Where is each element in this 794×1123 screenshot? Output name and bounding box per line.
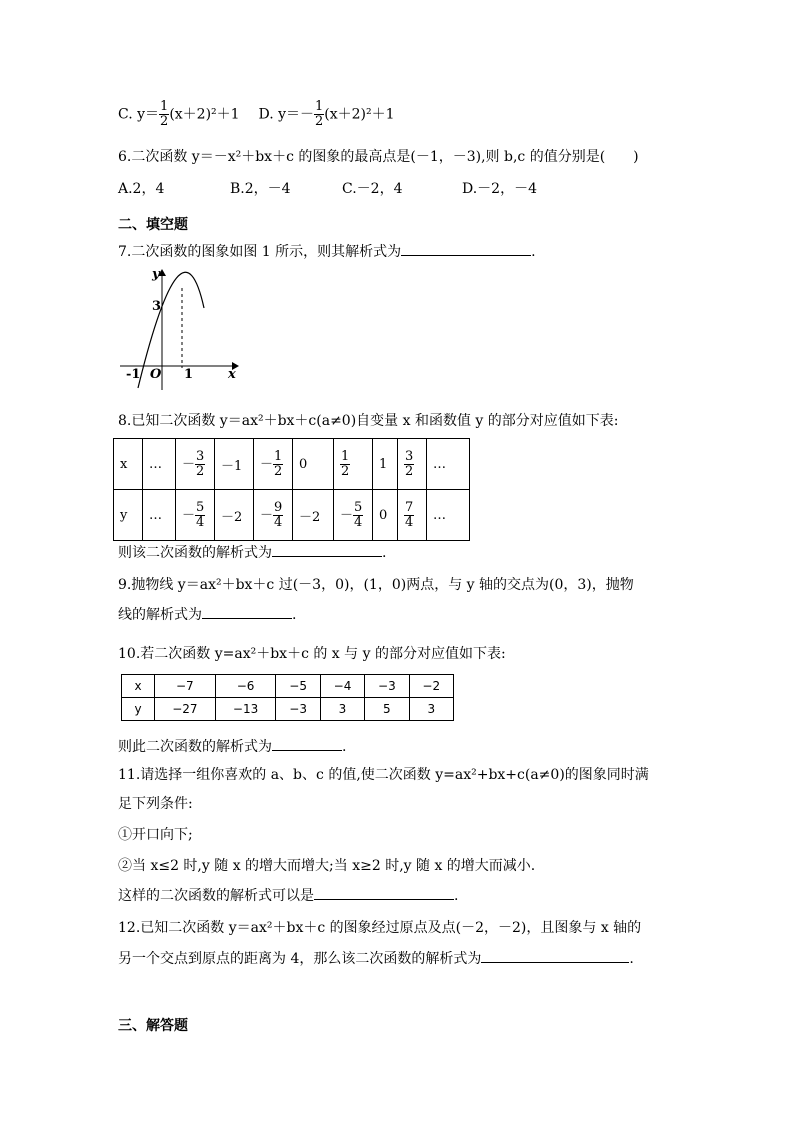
q10-cell: −13 [215, 698, 276, 721]
q7-stem-text: 7.二次函数的图象如图 1 所示，则其解析式为 [118, 244, 402, 260]
q10-cell: −6 [215, 675, 276, 698]
q8-cell: x [114, 439, 143, 490]
q8-cell: － $\frac{9}{4}$ [254, 490, 293, 541]
q7-parabola-curve [138, 272, 204, 388]
q10-stem: 10.若二次函数 y=ax²＋bx＋c 的 x 与 y 的部分对应值如下表: [118, 646, 506, 662]
q5-option-d-label: D. y＝－ [258, 106, 315, 123]
q8-cell: 0 [293, 439, 334, 490]
q8-cell: －2 [293, 490, 334, 541]
q12-line2: 另一个交点到原点的距离为 4，那么该二次函数的解析式为 . [118, 951, 634, 967]
q9-line2: 线的解析式为 . [118, 607, 297, 623]
q10-answer-blank[interactable] [272, 738, 342, 751]
q8-cell: －1 [215, 439, 254, 490]
q10-answer-line: 则此二次函数的解析式为 . [118, 739, 347, 755]
q5-option-c-label: C. y＝ [118, 106, 160, 123]
q7-x-label: x [228, 367, 236, 382]
q8-cell: $\frac{1}{2}$ [334, 439, 373, 490]
q8-cell: … [427, 490, 470, 541]
q10-table-row-x [122, 675, 454, 698]
q11-condition-2: ②当 x≤2 时,y 随 x 的增大而增大;当 x≥2 时,y 随 x 的增大而减小. [118, 858, 536, 874]
q10-table [121, 674, 454, 721]
q8-answer-line: 则该二次函数的解析式为 . [118, 545, 387, 561]
q6-stem: 6.二次函数 y＝－x²＋bx＋c 的图象的最高点是(－1，－3),则 b,c 的值分别是( ) [118, 149, 639, 165]
q11-answer-text: 这样的二次函数的解析式可以是 [118, 888, 314, 904]
q7-y-label: y [152, 267, 160, 282]
q11-line2: 足下列条件: [118, 796, 193, 812]
q8-stem: 8.已知二次函数 y＝ax²＋bx＋c(a≠0)自变量 x 和函数值 y 的部分对应值如下表: [118, 413, 619, 429]
q12-line2-text: 另一个交点到原点的距离为 4，那么该二次函数的解析式为 [118, 951, 482, 967]
q8-cell: － $\frac{5}{4}$ [176, 490, 215, 541]
q6-option-c: C.－2，4 [342, 181, 403, 197]
q8-cell: … [143, 490, 176, 541]
q11-answer-line: 这样的二次函数的解析式可以是 . [118, 888, 459, 904]
q8-answer-text: 则该二次函数的解析式为 [118, 545, 272, 561]
q8-cell: －2 [215, 490, 254, 541]
q10-table-row-y [122, 698, 454, 721]
q5-option-d-fraction: $\frac{1}{2}$ [315, 99, 324, 129]
q8-table-row-x [114, 439, 470, 490]
q5-options-line [118, 100, 395, 129]
q10-answer-text: 则此二次函数的解析式为 [118, 739, 272, 755]
q8-cell: y [114, 490, 143, 541]
q10-cell: −27 [155, 698, 216, 721]
q6-option-d: D.－2，－4 [462, 181, 537, 197]
q5-option-c-fraction: $\frac{1}{2}$ [160, 99, 169, 129]
q6-option-a: A.2，4 [118, 181, 165, 197]
q10-cell: 3 [320, 698, 364, 721]
q11-condition-1: ①开口向下; [118, 827, 193, 843]
q9-answer-blank[interactable] [202, 606, 292, 619]
q8-cell: － $\frac{5}{4}$ [334, 490, 373, 541]
q7-answer-blank[interactable] [401, 243, 531, 256]
q10-cell: x [122, 675, 155, 698]
q7-tick-3: 3 [152, 299, 162, 314]
q8-cell: … [143, 439, 176, 490]
q8-answer-blank[interactable] [272, 544, 382, 557]
q12-answer-blank[interactable] [481, 950, 629, 963]
q10-cell: 5 [365, 698, 409, 721]
q8-cell: $\frac{7}{4}$ [398, 490, 427, 541]
q8-cell: 0 [373, 490, 398, 541]
q8-cell: － $\frac{1}{2}$ [254, 439, 293, 490]
q10-cell: 3 [409, 698, 453, 721]
q6-option-b: B.2，－4 [230, 181, 291, 197]
q8-cell: － $\frac{3}{2}$ [176, 439, 215, 490]
q8-cell: 1 [373, 439, 398, 490]
q7-tick-1: 1 [184, 367, 194, 382]
q5-option-c-expression: (x＋2)²＋1 [169, 106, 240, 123]
q8-cell: … [427, 439, 470, 490]
q7-tick-neg1: -1 [126, 367, 141, 382]
section-heading-fill-in: 二、填空题 [118, 217, 188, 233]
q5-option-d-expression: (x＋2)²＋1 [324, 106, 395, 123]
q10-cell: −3 [276, 698, 320, 721]
q10-cell: −4 [320, 675, 364, 698]
q9-line2-text: 线的解析式为 [118, 607, 202, 623]
q7-origin-label: O [150, 367, 162, 382]
q10-cell: −5 [276, 675, 320, 698]
q10-cell: −7 [155, 675, 216, 698]
q8-table-row-y [114, 490, 470, 541]
q7-parabola-graph [118, 264, 248, 394]
q6-options [118, 178, 537, 198]
q10-cell: −2 [409, 675, 453, 698]
q8-table [113, 438, 470, 541]
q7-stem: 7.二次函数的图象如图 1 所示，则其解析式为 . [118, 244, 536, 260]
q12-line1: 12.已知二次函数 y＝ax²＋bx＋c 的图象经过原点及点(－2，－2)，且图象与 x 轴的 [118, 920, 642, 936]
q9-line1: 9.抛物线 y＝ax²＋bx＋c 过(－3，0)，(1，0)两点，与 y 轴的交点为(0，3)，抛物 [118, 577, 634, 593]
q10-cell: y [122, 698, 155, 721]
q10-cell: −3 [365, 675, 409, 698]
q11-line1: 11.请选择一组你喜欢的 a、b、c 的值,使二次函数 y=ax²+bx+c(a≠0)的图象同时满 [118, 767, 649, 783]
q11-answer-blank[interactable] [314, 887, 454, 900]
section-heading-solutions: 三、解答题 [118, 1018, 188, 1034]
q8-cell: $\frac{3}{2}$ [398, 439, 427, 490]
